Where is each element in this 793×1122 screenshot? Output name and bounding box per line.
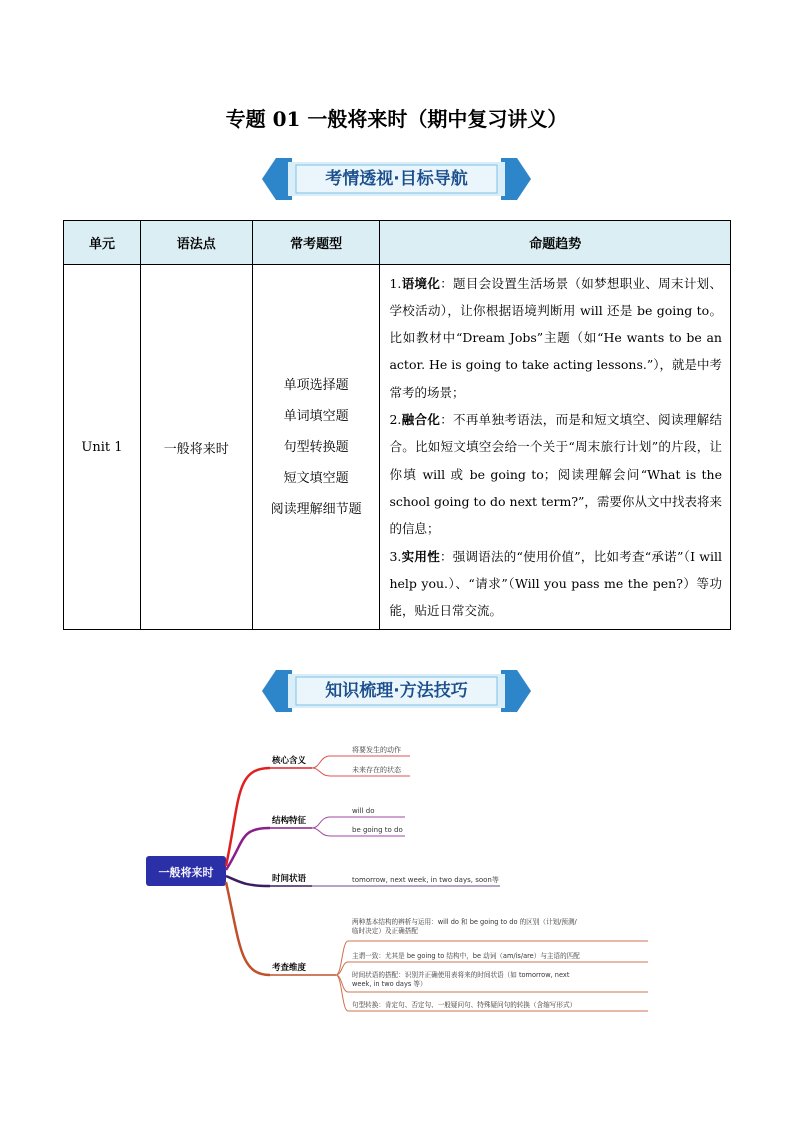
page-title: 专题 01 一般将来时（期中复习讲义） — [225, 107, 568, 131]
banner-title: 知识梳理·方法技巧 — [325, 681, 468, 701]
mindmap-leaf: will do — [352, 807, 375, 815]
section-banner-knowledge — [262, 668, 531, 714]
mindmap-leaf: 两种基本结构的辨析与运用：will do 和 be going to do 的区别（计划/预测/ 临时决定）及正确搭配 — [352, 918, 577, 935]
question-type-item: 短文填空题 — [283, 470, 349, 486]
exam-overview-table — [63, 220, 731, 630]
mindmap-leaf: 将要发生的动作 — [352, 746, 401, 754]
mindmap-branch-label: 结构特征 — [272, 816, 307, 826]
question-types-cell — [252, 265, 380, 630]
mindmap-connector — [226, 768, 270, 866]
mindmap-root-label: 一般将来时 — [158, 866, 214, 879]
trend-paragraph: 1.语境化：题目会设置生活场景（如梦想职业、周末计划、学校活动），让你根据语境判断用 will 还是 be going to。比如教材中“Dream Jobs”主题（如“He wants to be an actor. He is going to take acting lessons.”），就是中考常考的场景； — [389, 275, 723, 400]
trend-paragraph: 2.融合化：不再单独考语法，而是和短文填空、阅读理解结合。比如短文填空会给一个关于“周末旅行计划”的片段，让你填 will 或 be going to；阅读理解会问“What is the school going to do next term?”，需要你从文中找表将来的信息； — [389, 412, 722, 537]
mindmap-leaf: 时间状语的搭配：识别并正确使用表将来的时间状语（如 tomorrow, next week, in two days 等） — [352, 971, 570, 988]
trend-paragraph: 3.实用性：强调语法的“使用价值”，比如考查“承诺”（I will help you.）、“请求”（Will you pass me the pen?）等功能，贴近日常交流。 — [389, 548, 722, 619]
banner-title: 考情透视·目标导航 — [325, 169, 468, 189]
mindmap-leaf: tomorrow, next week, in two days, soon等 — [352, 876, 499, 884]
header-cell: 语法点 — [140, 221, 252, 265]
unit-cell: Unit 1 — [64, 265, 141, 630]
header-cell: 单元 — [64, 221, 141, 265]
trend-cell — [380, 265, 731, 630]
table-header-row — [64, 221, 731, 265]
mindmap-leaf: 主谓一致：尤其是 be going to 结构中，be 动词（am/is/are）与主语的匹配 — [352, 952, 580, 960]
question-type-item: 句型转换题 — [283, 439, 349, 455]
mindmap-branch-label: 考查维度 — [272, 963, 307, 973]
mindmap-connector — [226, 876, 270, 886]
mindmap-leaf: 未来存在的状态 — [352, 766, 401, 774]
mindmap-leaf: 句型转换：肯定句、否定句、一般疑问句、特殊疑问句的转换（含缩写形式） — [352, 1001, 577, 1009]
mindmap-connector — [226, 882, 270, 975]
grammar-cell: 一般将来时 — [140, 265, 252, 630]
question-type-item: 单项选择题 — [283, 377, 349, 393]
mindmap-leaf: be going to do — [352, 826, 403, 834]
mindmap-branch-label: 核心含义 — [272, 756, 307, 766]
question-type-item: 单词填空题 — [283, 408, 349, 424]
mindmap-branch-label: 时间状语 — [272, 874, 307, 884]
header-cell: 常考题型 — [252, 221, 380, 265]
header-cell: 命题趋势 — [380, 221, 731, 265]
table-row — [64, 265, 731, 630]
question-type-item: 阅读理解细节题 — [270, 501, 362, 517]
mind-map — [140, 730, 660, 1030]
section-banner-exam-overview — [262, 156, 531, 202]
